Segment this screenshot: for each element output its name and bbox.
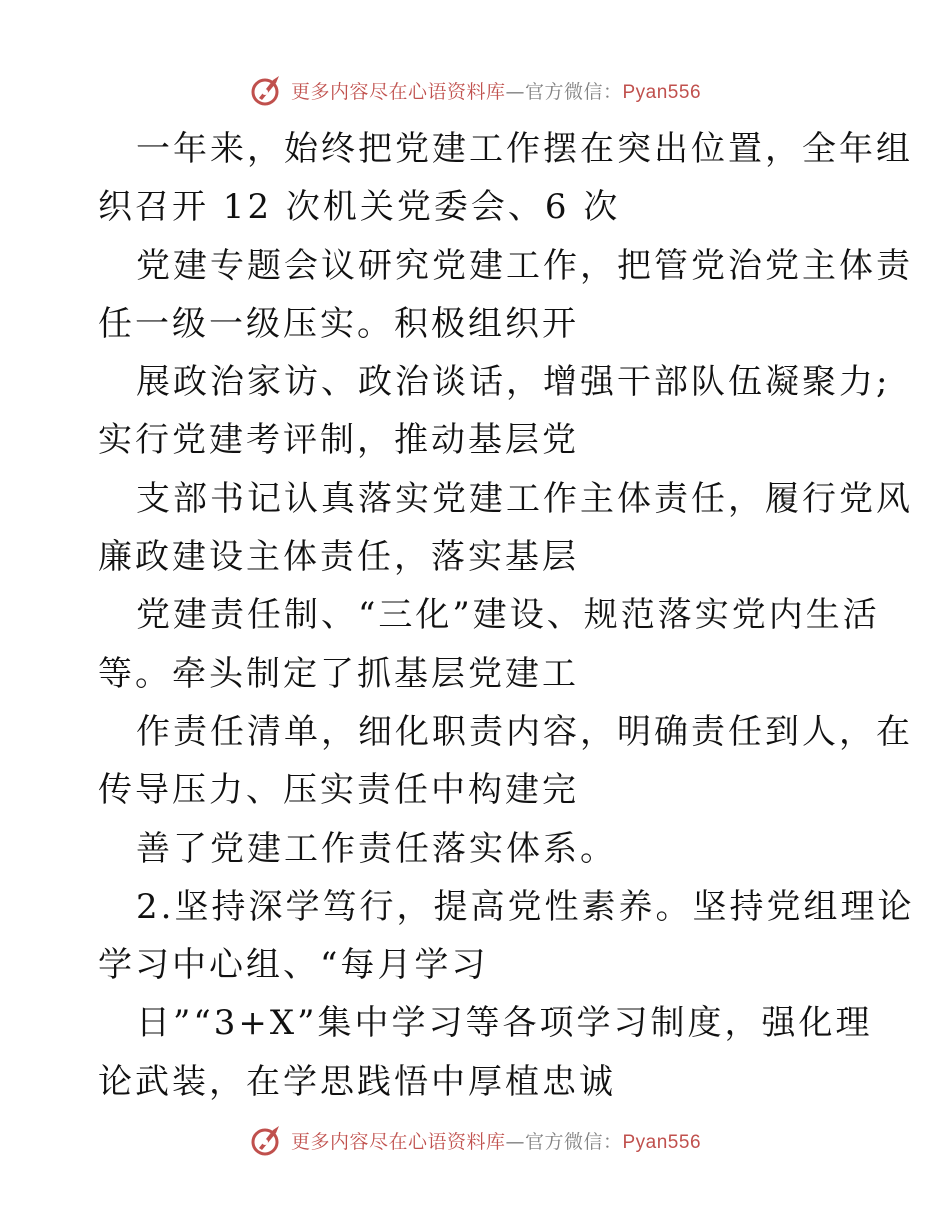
header-watermark: [0, 70, 950, 110]
watermark-dash: —: [505, 1130, 525, 1153]
text-line: 传导压力、压实责任中构建完: [98, 770, 579, 811]
watermark-official-label: 官方微信：: [524, 80, 623, 103]
text-line: 一年来，始终把党建工作摆在突出位置，全年组: [136, 129, 913, 169]
watermark-site-text: 更多内容尽在心语资料库: [290, 80, 506, 103]
text-line: 学习中心组、“每月学习: [98, 945, 489, 986]
text-line: 任一级一级压实。积极组织开: [98, 303, 579, 344]
pen-logo-icon: [249, 72, 285, 108]
text-line: 善了党建工作责任落实体系。: [136, 828, 617, 869]
text-line: 织召开 12 次机关党委会、6 次: [98, 187, 621, 228]
text-line: 党建责任制、“三化”建设、规范落实党内生活: [136, 595, 880, 636]
watermark-wechat-id: Pyan556: [622, 1131, 702, 1153]
text-line: 党建专题会议研究党建工作，把管党治党主体责: [136, 245, 913, 286]
text-line: 廉政建设主体责任，落实基层: [98, 537, 579, 578]
text-line: 论武装，在学思践悟中厚植忠诚: [98, 1061, 616, 1102]
text-line: 日”“3+X”集中学习等各项学习制度，强化理: [136, 1003, 873, 1044]
watermark-wechat-id: Pyan556: [622, 81, 702, 103]
pen-logo-icon: [249, 1122, 285, 1158]
watermark-site-text: 更多内容尽在心语资料库: [290, 1130, 506, 1153]
text-line: 作责任清单，细化职责内容，明确责任到人，在: [136, 711, 913, 752]
text-line: 实行党建考评制，推动基层党: [98, 420, 579, 461]
text-line: 支部书记认真落实党建工作主体责任，履行党风: [136, 478, 913, 519]
text-line: 展政治家访、政治谈话，增强干部队伍凝聚力;: [136, 362, 891, 403]
footer-watermark: [0, 1120, 950, 1160]
text-line: 等。牵头制定了抓基层党建工: [98, 653, 579, 694]
watermark-dash: —: [505, 80, 525, 103]
text-line: 2.坚持深学笃行，提高党性素养。坚持党组理论: [136, 886, 915, 927]
watermark-official-label: 官方微信：: [524, 1130, 623, 1153]
document-body: [98, 120, 915, 1111]
